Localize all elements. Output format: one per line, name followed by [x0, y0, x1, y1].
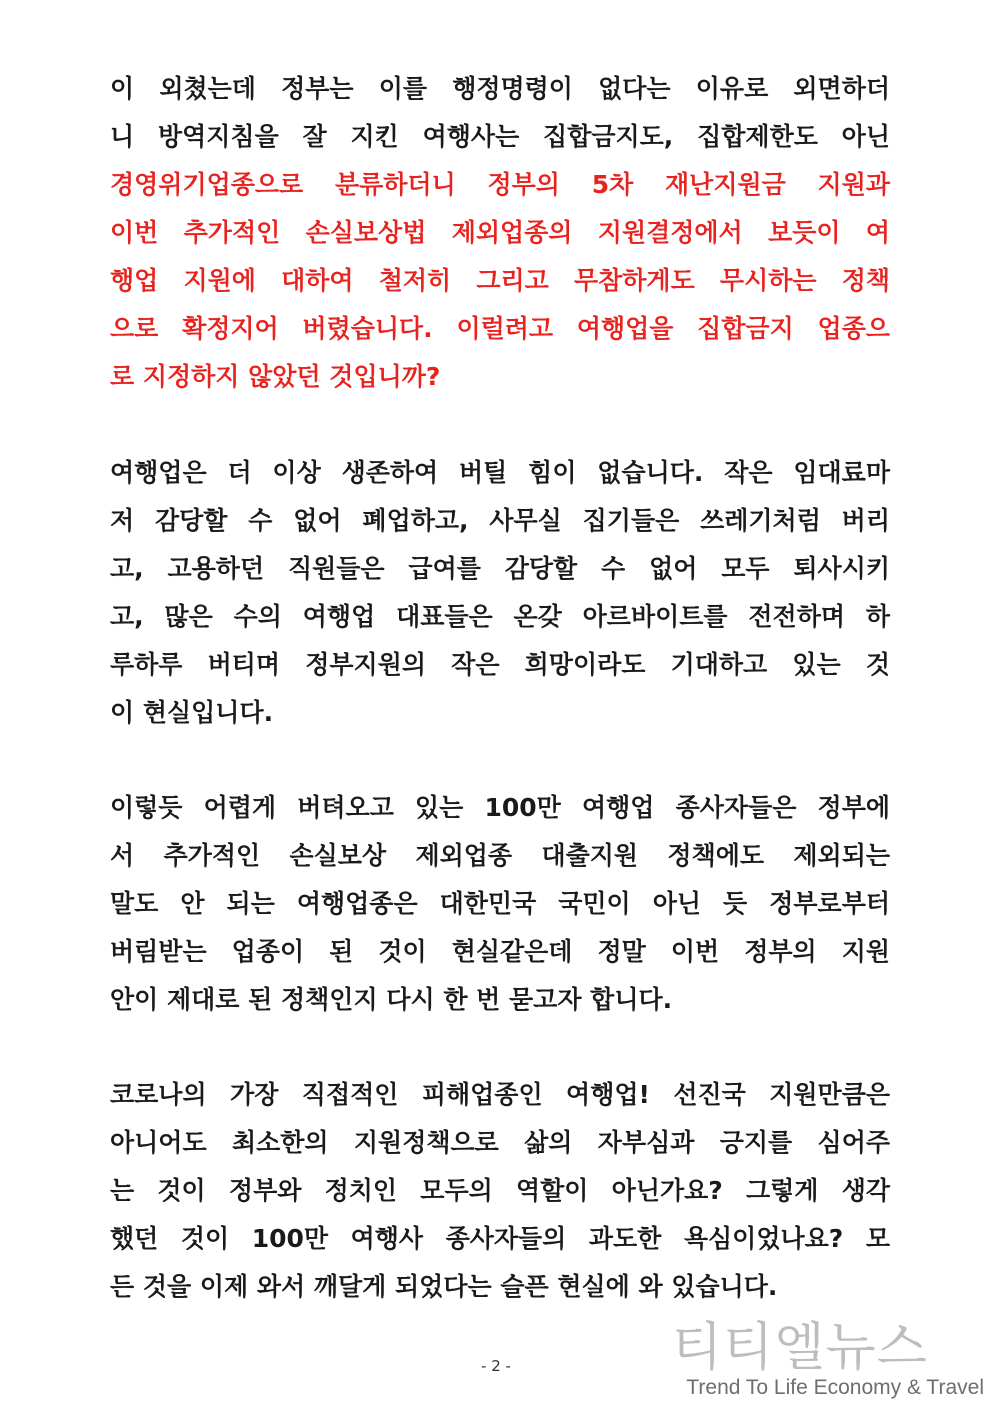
text-line: 이 외쳤는데 정부는 이를 행정명령이 없다는 이유로 외면하더 — [110, 74, 890, 103]
text-line: 저 감당할 수 없어 폐업하고, 사무실 집기들은 쓰레기처럼 버리 — [110, 506, 890, 535]
text-line: 여행업은 더 이상 생존하여 버틸 힘이 없습니다. 작은 임대료마 — [110, 458, 890, 487]
text-line: 코로나의 가장 직접적인 피해업종인 여행업! 선진국 지원만큼은 — [110, 1080, 890, 1109]
text-line: 이렇듯 어렵게 버텨오고 있는 100만 여행업 종사자들은 정부에 — [110, 793, 890, 822]
text-line: 버림받는 업종이 된 것이 현실같은데 정말 이번 정부의 지원 — [110, 937, 890, 966]
text-line: 니 방역지침을 잘 지킨 여행사는 집합금지도, 집합제한도 아닌 — [110, 122, 890, 151]
text-line: 경영위기업종으로 분류하더니 정부의 5차 재난지원금 지원과 — [110, 170, 890, 199]
paragraph-4 — [110, 1071, 890, 1311]
text-line: 서 추가적인 손실보상 제외업종 대출지원 정책에도 제외되는 — [110, 841, 890, 870]
text-line: 고, 많은 수의 여행업 대표들은 온갖 아르바이트를 전전하며 하 — [110, 602, 890, 631]
text-line: 루하루 버티며 정부지원의 작은 희망이라도 기대하고 있는 것 — [110, 650, 890, 679]
ttl-news-logo — [671, 1318, 984, 1399]
text-line: 안이 제대로 된 정책인지 다시 한 번 묻고자 합니다. — [110, 985, 673, 1014]
text-line: 했던 것이 100만 여행사 종사자들의 과도한 욕심이었나요? 모 — [110, 1224, 890, 1253]
text-line: 말도 안 되는 여행업종은 대한민국 국민이 아닌 듯 정부로부터 — [110, 889, 890, 918]
text-line: 고, 고용하던 직원들은 급여를 감당할 수 없어 모두 퇴사시키 — [110, 554, 890, 583]
text-line: 로 지정하지 않았던 것입니까? — [110, 362, 441, 391]
paragraph-2 — [110, 449, 890, 737]
text-line: 행업 지원에 대하여 철저히 그리고 무참하게도 무시하는 정책 — [110, 266, 890, 295]
logo-tagline: Trend To Life Economy & Travel — [686, 1376, 984, 1399]
text-line: 이 현실입니다. — [110, 698, 274, 727]
page-number: - 2 - — [481, 1357, 511, 1375]
text-line: 으로 확정지어 버렸습니다. 이럴려고 여행업을 집합금지 업종으 — [110, 314, 890, 343]
logo-korean-text: 티티엘뉴스 — [671, 1318, 928, 1378]
text-line: 든 것을 이제 와서 깨달게 되었다는 슬픈 현실에 와 있습니다. — [110, 1272, 778, 1301]
paragraph-3 — [110, 784, 890, 1024]
paragraph-1 — [110, 65, 890, 401]
text-line: 는 것이 정부와 정치인 모두의 역할이 아닌가요? 그렇게 생각 — [110, 1176, 890, 1205]
text-line: 이번 추가적인 손실보상법 제외업종의 지원결정에서 보듯이 여 — [110, 218, 890, 247]
text-line: 아니어도 최소한의 지원정책으로 삶의 자부심과 긍지를 심어주 — [110, 1128, 890, 1157]
